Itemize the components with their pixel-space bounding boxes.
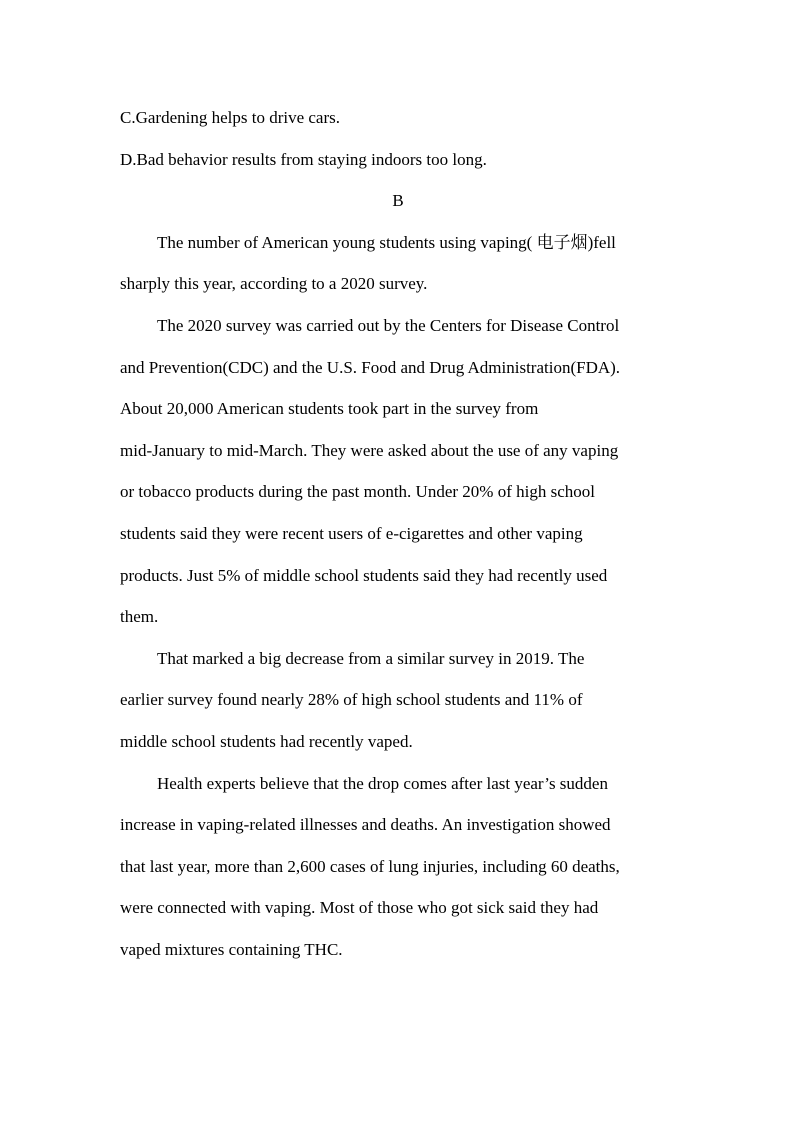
paragraph-line: vaped mixtures containing THC. (120, 939, 343, 959)
paragraph-line: students said they were recent users of e-cigarettes and other vaping (120, 523, 583, 543)
paragraph-line: them. (120, 607, 159, 627)
paragraph-line: That marked a big decrease from a similar survey in 2019. The (157, 648, 585, 668)
paragraph-line: products. Just 5% of middle school students said they had recently used (120, 565, 608, 585)
paragraph-1 (120, 222, 676, 305)
paragraph-line: that last year, more than 2,600 cases of lung injuries, including 60 deaths, (120, 856, 620, 876)
paragraph-line: were connected with vaping. Most of those who got sick said they had (120, 898, 599, 918)
paragraph-line: mid-January to mid-March. They were asked about the use of any vaping (120, 440, 619, 460)
paragraph-line: The number of American young students using vaping( 电子烟)fell (157, 232, 616, 252)
option-c: C.Gardening helps to drive cars. (120, 108, 340, 127)
paragraph-line: middle school students had recently vaped. (120, 731, 413, 751)
paragraph-line: sharply this year, according to a 2020 survey. (120, 274, 428, 294)
paragraph-line: and Prevention(CDC) and the U.S. Food and Drug Administration(FDA). (120, 357, 621, 377)
paragraph-line: increase in vaping-related illnesses and deaths. An investigation showed (120, 815, 611, 835)
document-body (120, 97, 676, 970)
section-heading: B (392, 191, 404, 211)
paragraph-line: or tobacco products during the past month. Under 20% of high school (120, 482, 595, 502)
paragraph-4 (120, 763, 676, 971)
paragraph-line: Health experts believe that the drop comes after last year’s sudden (157, 773, 608, 793)
paragraph-line: The 2020 survey was carried out by the Centers for Disease Control (157, 315, 620, 335)
paragraph-3 (120, 638, 676, 763)
paragraph-line: earlier survey found nearly 28% of high school students and 11% of (120, 690, 583, 710)
paragraph-2 (120, 305, 676, 638)
option-d: D.Bad behavior results from staying indoors too long. (120, 149, 487, 169)
paragraph-line: About 20,000 American students took part in the survey from (120, 399, 539, 419)
